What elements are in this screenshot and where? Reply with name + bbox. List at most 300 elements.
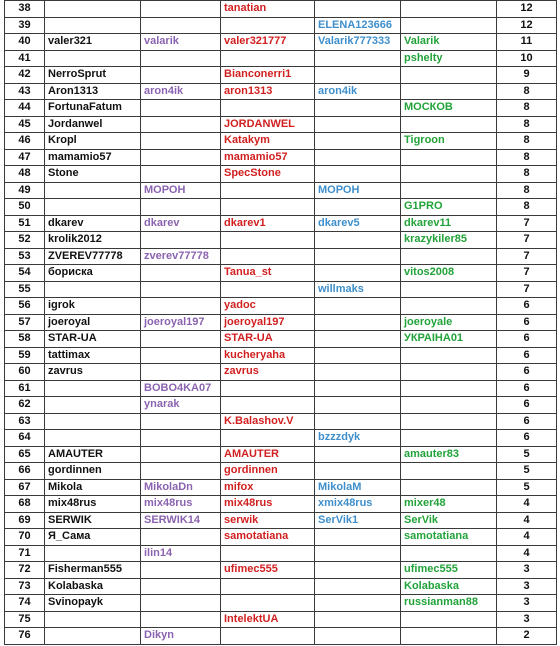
nick-col-1-cell [45, 430, 141, 447]
nick-col-5-cell: УКРАІНА01 [401, 331, 497, 348]
nick-col-5-cell: Valarik [401, 34, 497, 51]
nick-col-4-cell [315, 100, 401, 117]
nick-col-4-cell: SerVik1 [315, 512, 401, 529]
nick-col-1-cell: Kropl [45, 133, 141, 150]
total-cell: 6 [497, 298, 557, 315]
rank-cell: 42 [5, 67, 45, 84]
nick-col-2-cell [141, 347, 221, 364]
table-row [5, 364, 557, 381]
nick-col-4-cell: dkarev5 [315, 215, 401, 232]
nick-col-1-cell: dkarev [45, 215, 141, 232]
nick-col-5-cell [401, 397, 497, 414]
total-cell: 8 [497, 199, 557, 216]
nick-col-3-cell: K.Balashov.V [221, 413, 315, 430]
nick-col-3-cell: serwik [221, 512, 315, 529]
nick-col-4-cell [315, 199, 401, 216]
table-row [5, 578, 557, 595]
nick-col-5-cell [401, 347, 497, 364]
total-cell: 12 [497, 1, 557, 18]
nick-col-3-cell [221, 628, 315, 645]
rank-cell: 70 [5, 529, 45, 546]
nick-col-1-cell: zavrus [45, 364, 141, 381]
nick-col-4-cell [315, 133, 401, 150]
nick-col-3-cell: JORDANWEL [221, 116, 315, 133]
nick-col-1-cell: mix48rus [45, 496, 141, 513]
table-row [5, 430, 557, 447]
total-cell: 8 [497, 100, 557, 117]
table-row [5, 149, 557, 166]
nick-col-4-cell: ELENA123666 [315, 17, 401, 34]
table-row [5, 17, 557, 34]
rank-cell: 68 [5, 496, 45, 513]
nick-col-4-cell: aron4ik [315, 83, 401, 100]
nick-col-4-cell [315, 50, 401, 67]
nick-col-1-cell [45, 182, 141, 199]
nick-col-3-cell: aron1313 [221, 83, 315, 100]
table-row [5, 100, 557, 117]
rank-cell: 41 [5, 50, 45, 67]
nick-col-4-cell [315, 463, 401, 480]
nick-col-1-cell: valer321 [45, 34, 141, 51]
table-body [5, 1, 557, 645]
nick-col-1-cell [45, 199, 141, 216]
rank-cell: 69 [5, 512, 45, 529]
total-cell: 6 [497, 413, 557, 430]
total-cell: 7 [497, 232, 557, 249]
rank-cell: 49 [5, 182, 45, 199]
nick-col-3-cell: dkarev1 [221, 215, 315, 232]
total-cell: 6 [497, 397, 557, 414]
nick-col-5-cell: SerVik [401, 512, 497, 529]
table-row [5, 413, 557, 430]
rank-cell: 62 [5, 397, 45, 414]
nick-col-3-cell [221, 199, 315, 216]
table-row [5, 83, 557, 100]
total-cell: 3 [497, 578, 557, 595]
total-cell: 8 [497, 116, 557, 133]
rank-cell: 40 [5, 34, 45, 51]
table-row [5, 281, 557, 298]
nick-col-4-cell [315, 628, 401, 645]
nick-col-4-cell [315, 232, 401, 249]
nick-col-4-cell [315, 298, 401, 315]
nick-col-2-cell [141, 67, 221, 84]
table-row [5, 298, 557, 315]
table-row [5, 595, 557, 612]
rank-cell: 65 [5, 446, 45, 463]
nick-col-2-cell: Dikyn [141, 628, 221, 645]
nick-col-2-cell [141, 265, 221, 282]
nick-col-4-cell [315, 248, 401, 265]
nick-col-3-cell [221, 397, 315, 414]
nick-col-4-cell: willmaks [315, 281, 401, 298]
rank-cell: 39 [5, 17, 45, 34]
table-row [5, 347, 557, 364]
nick-col-1-cell: joeroyal [45, 314, 141, 331]
table-row [5, 133, 557, 150]
nick-col-2-cell [141, 578, 221, 595]
nick-col-3-cell [221, 248, 315, 265]
total-cell: 3 [497, 611, 557, 628]
nick-col-2-cell [141, 413, 221, 430]
rank-cell: 75 [5, 611, 45, 628]
total-cell: 4 [497, 512, 557, 529]
nick-col-2-cell [141, 149, 221, 166]
nick-col-4-cell: bzzzdyk [315, 430, 401, 447]
nick-col-2-cell [141, 430, 221, 447]
nick-col-1-cell [45, 17, 141, 34]
total-cell: 8 [497, 166, 557, 183]
rank-cell: 61 [5, 380, 45, 397]
nick-col-2-cell: dkarev [141, 215, 221, 232]
nick-col-3-cell: ufimec555 [221, 562, 315, 579]
nick-col-2-cell [141, 298, 221, 315]
total-cell: 6 [497, 380, 557, 397]
nick-col-5-cell: amauter83 [401, 446, 497, 463]
nick-col-2-cell: ilin14 [141, 545, 221, 562]
nick-col-2-cell [141, 50, 221, 67]
nick-col-2-cell: BOBO4KA07 [141, 380, 221, 397]
nick-col-5-cell [401, 83, 497, 100]
nick-col-1-cell: SERWIK [45, 512, 141, 529]
table-row [5, 545, 557, 562]
nick-col-5-cell: russianman88 [401, 595, 497, 612]
rank-cell: 50 [5, 199, 45, 216]
nick-col-2-cell [141, 116, 221, 133]
nick-col-3-cell: IntelektUA [221, 611, 315, 628]
nick-col-2-cell [141, 463, 221, 480]
nick-col-3-cell: joeroyal197 [221, 314, 315, 331]
nick-col-3-cell: kucheryaha [221, 347, 315, 364]
rank-cell: 57 [5, 314, 45, 331]
table-row [5, 496, 557, 513]
nick-col-5-cell: Kolabaska [401, 578, 497, 595]
rank-cell: 45 [5, 116, 45, 133]
nick-col-2-cell [141, 133, 221, 150]
nick-col-5-cell [401, 364, 497, 381]
nick-col-1-cell: tattimax [45, 347, 141, 364]
total-cell: 6 [497, 430, 557, 447]
nick-col-5-cell [401, 380, 497, 397]
nick-col-2-cell [141, 446, 221, 463]
nick-col-3-cell: mifox [221, 479, 315, 496]
nick-col-2-cell: mix48rus [141, 496, 221, 513]
nick-col-1-cell: AMAUTER [45, 446, 141, 463]
nick-col-4-cell [315, 67, 401, 84]
nick-col-4-cell [315, 347, 401, 364]
nick-col-4-cell [315, 611, 401, 628]
nick-col-5-cell [401, 166, 497, 183]
nick-col-4-cell [315, 364, 401, 381]
total-cell: 11 [497, 34, 557, 51]
nick-col-4-cell [315, 166, 401, 183]
nick-col-3-cell [221, 380, 315, 397]
nick-col-3-cell [221, 578, 315, 595]
nick-col-1-cell [45, 628, 141, 645]
table-row [5, 562, 557, 579]
table-row [5, 199, 557, 216]
nick-col-4-cell [315, 116, 401, 133]
nick-col-2-cell [141, 232, 221, 249]
nick-col-3-cell [221, 17, 315, 34]
nick-col-2-cell [141, 595, 221, 612]
rank-cell: 60 [5, 364, 45, 381]
nick-col-3-cell: Katakym [221, 133, 315, 150]
nick-col-5-cell [401, 545, 497, 562]
table-row [5, 479, 557, 496]
total-cell: 5 [497, 479, 557, 496]
rank-cell: 43 [5, 83, 45, 100]
nick-col-3-cell [221, 430, 315, 447]
nick-col-5-cell [401, 248, 497, 265]
rank-cell: 54 [5, 265, 45, 282]
nick-col-5-cell [401, 298, 497, 315]
nick-col-4-cell [315, 446, 401, 463]
nick-col-3-cell: mix48rus [221, 496, 315, 513]
table-row [5, 232, 557, 249]
nick-col-2-cell [141, 17, 221, 34]
total-cell: 12 [497, 17, 557, 34]
nick-col-1-cell: Fisherman555 [45, 562, 141, 579]
total-cell: 6 [497, 314, 557, 331]
rank-cell: 72 [5, 562, 45, 579]
total-cell: 7 [497, 265, 557, 282]
nick-col-3-cell [221, 50, 315, 67]
rank-cell: 51 [5, 215, 45, 232]
nick-col-1-cell: Svinopayk [45, 595, 141, 612]
nick-col-2-cell: SERWIK14 [141, 512, 221, 529]
rank-cell: 52 [5, 232, 45, 249]
table-row [5, 265, 557, 282]
table-row [5, 512, 557, 529]
nick-col-1-cell: бориска [45, 265, 141, 282]
nick-col-2-cell: aron4ik [141, 83, 221, 100]
table-row [5, 446, 557, 463]
nick-col-5-cell [401, 1, 497, 18]
nick-col-5-cell [401, 430, 497, 447]
nick-col-4-cell [315, 1, 401, 18]
rank-cell: 58 [5, 331, 45, 348]
nick-col-2-cell [141, 562, 221, 579]
nick-col-4-cell [315, 380, 401, 397]
rank-cell: 47 [5, 149, 45, 166]
nick-col-3-cell: tanatian [221, 1, 315, 18]
nick-col-4-cell [315, 545, 401, 562]
nick-col-5-cell: МОСКОВ [401, 100, 497, 117]
nick-col-4-cell: MikolaM [315, 479, 401, 496]
rank-cell: 59 [5, 347, 45, 364]
nick-col-4-cell [315, 265, 401, 282]
table-row [5, 248, 557, 265]
total-cell: 7 [497, 215, 557, 232]
nick-col-1-cell: gordinnen [45, 463, 141, 480]
total-cell: 7 [497, 248, 557, 265]
table-row [5, 463, 557, 480]
nick-col-4-cell [315, 149, 401, 166]
nick-col-2-cell: zverev77778 [141, 248, 221, 265]
total-cell: 4 [497, 496, 557, 513]
rank-cell: 66 [5, 463, 45, 480]
total-cell: 8 [497, 133, 557, 150]
nick-col-3-cell: valer321777 [221, 34, 315, 51]
rank-cell: 46 [5, 133, 45, 150]
total-cell: 3 [497, 562, 557, 579]
total-cell: 3 [497, 595, 557, 612]
nick-col-2-cell: ynarak [141, 397, 221, 414]
table-row [5, 529, 557, 546]
nick-col-2-cell [141, 331, 221, 348]
nick-col-1-cell: NerroSprut [45, 67, 141, 84]
table-row [5, 1, 557, 18]
nick-col-1-cell [45, 545, 141, 562]
nick-col-5-cell [401, 149, 497, 166]
table-row [5, 116, 557, 133]
table-row [5, 50, 557, 67]
nick-col-5-cell [401, 67, 497, 84]
total-cell: 5 [497, 446, 557, 463]
nick-col-3-cell: STAR-UA [221, 331, 315, 348]
rank-cell: 67 [5, 479, 45, 496]
total-cell: 8 [497, 149, 557, 166]
rank-cell: 74 [5, 595, 45, 612]
nick-col-1-cell: ZVEREV77778 [45, 248, 141, 265]
nick-col-3-cell: mamamio57 [221, 149, 315, 166]
nick-col-3-cell: Tanua_st [221, 265, 315, 282]
nick-col-5-cell: dkarev11 [401, 215, 497, 232]
table-row [5, 397, 557, 414]
table-row [5, 182, 557, 199]
nick-col-1-cell: STAR-UA [45, 331, 141, 348]
nick-col-3-cell [221, 182, 315, 199]
total-cell: 4 [497, 545, 557, 562]
leaderboard-table [4, 0, 557, 645]
nick-col-1-cell [45, 397, 141, 414]
table-row [5, 611, 557, 628]
nick-col-5-cell: vitos2008 [401, 265, 497, 282]
nick-col-1-cell: Jordanwel [45, 116, 141, 133]
nick-col-5-cell [401, 463, 497, 480]
nick-col-5-cell: ufimec555 [401, 562, 497, 579]
nick-col-3-cell: AMAUTER [221, 446, 315, 463]
rank-cell: 55 [5, 281, 45, 298]
nick-col-2-cell [141, 166, 221, 183]
total-cell: 7 [497, 281, 557, 298]
nick-col-5-cell: joeroyale [401, 314, 497, 331]
nick-col-4-cell [315, 578, 401, 595]
nick-col-2-cell: joeroyal197 [141, 314, 221, 331]
nick-col-1-cell [45, 413, 141, 430]
nick-col-3-cell: gordinnen [221, 463, 315, 480]
rank-cell: 56 [5, 298, 45, 315]
nick-col-4-cell: Valarik777333 [315, 34, 401, 51]
nick-col-1-cell: krolik2012 [45, 232, 141, 249]
rank-cell: 71 [5, 545, 45, 562]
nick-col-4-cell [315, 595, 401, 612]
nick-col-5-cell: pshelty [401, 50, 497, 67]
table-row [5, 67, 557, 84]
nick-col-5-cell: krazykiler85 [401, 232, 497, 249]
nick-col-5-cell [401, 628, 497, 645]
nick-col-1-cell: Kolabaska [45, 578, 141, 595]
nick-col-2-cell [141, 364, 221, 381]
nick-col-1-cell: Я_Сама [45, 529, 141, 546]
nick-col-2-cell: valarik [141, 34, 221, 51]
nick-col-5-cell [401, 182, 497, 199]
total-cell: 2 [497, 628, 557, 645]
nick-col-3-cell: samotatiana [221, 529, 315, 546]
nick-col-5-cell [401, 413, 497, 430]
table-row [5, 314, 557, 331]
rank-cell: 53 [5, 248, 45, 265]
nick-col-1-cell: Stone [45, 166, 141, 183]
table-row [5, 628, 557, 645]
total-cell: 8 [497, 182, 557, 199]
total-cell: 5 [497, 463, 557, 480]
nick-col-4-cell [315, 397, 401, 414]
rank-cell: 48 [5, 166, 45, 183]
nick-col-3-cell: zavrus [221, 364, 315, 381]
nick-col-4-cell [315, 314, 401, 331]
nick-col-1-cell [45, 1, 141, 18]
nick-col-5-cell [401, 611, 497, 628]
nick-col-3-cell [221, 595, 315, 612]
rank-cell: 64 [5, 430, 45, 447]
nick-col-4-cell: МОРОН [315, 182, 401, 199]
nick-col-5-cell: samotatiana [401, 529, 497, 546]
nick-col-2-cell [141, 1, 221, 18]
table-row [5, 166, 557, 183]
nick-col-1-cell [45, 50, 141, 67]
nick-col-3-cell [221, 100, 315, 117]
nick-col-3-cell [221, 281, 315, 298]
nick-col-3-cell [221, 545, 315, 562]
total-cell: 10 [497, 50, 557, 67]
nick-col-5-cell [401, 281, 497, 298]
nick-col-3-cell [221, 232, 315, 249]
nick-col-5-cell [401, 116, 497, 133]
nick-col-3-cell: SpecStone [221, 166, 315, 183]
nick-col-4-cell [315, 529, 401, 546]
nick-col-4-cell [315, 331, 401, 348]
nick-col-4-cell [315, 413, 401, 430]
nick-col-1-cell: FortunaFatum [45, 100, 141, 117]
nick-col-1-cell [45, 281, 141, 298]
table-row [5, 34, 557, 51]
nick-col-2-cell [141, 529, 221, 546]
total-cell: 8 [497, 83, 557, 100]
nick-col-1-cell: mamamio57 [45, 149, 141, 166]
nick-col-2-cell [141, 100, 221, 117]
total-cell: 6 [497, 331, 557, 348]
nick-col-5-cell: mixer48 [401, 496, 497, 513]
nick-col-3-cell: yadoc [221, 298, 315, 315]
rank-cell: 76 [5, 628, 45, 645]
total-cell: 6 [497, 364, 557, 381]
nick-col-2-cell: MikolaDn [141, 479, 221, 496]
total-cell: 4 [497, 529, 557, 546]
table-row [5, 331, 557, 348]
rank-cell: 63 [5, 413, 45, 430]
rank-cell: 38 [5, 1, 45, 18]
nick-col-2-cell [141, 199, 221, 216]
rank-cell: 44 [5, 100, 45, 117]
total-cell: 6 [497, 347, 557, 364]
nick-col-5-cell: Tigroon [401, 133, 497, 150]
nick-col-5-cell: G1PRO [401, 199, 497, 216]
nick-col-4-cell [315, 562, 401, 579]
nick-col-2-cell: МОРОН [141, 182, 221, 199]
nick-col-5-cell [401, 479, 497, 496]
